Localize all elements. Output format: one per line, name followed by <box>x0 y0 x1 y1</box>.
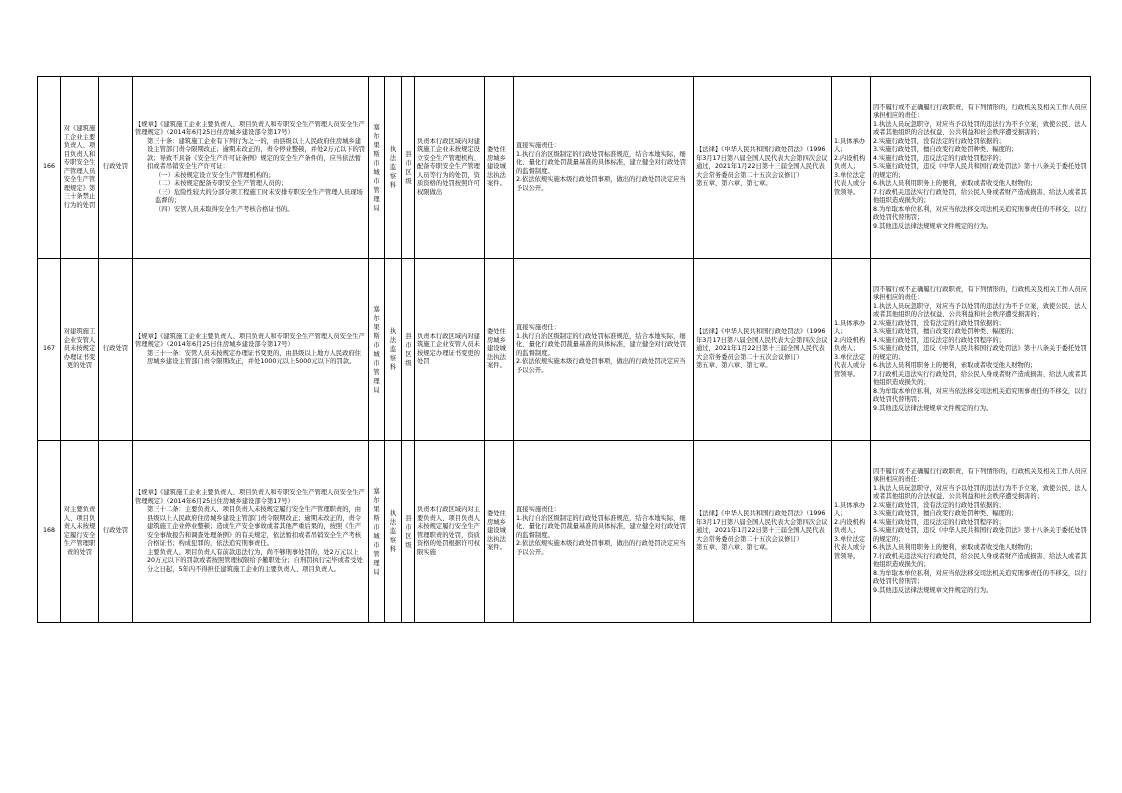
duty-paragraph: 1.执行自治区级制定的行政处罚标准规范，结合本地实际，细化、量化行政处罚裁量基准的具体标准，建立健全对行政处罚的监督制度。 <box>516 514 687 539</box>
subject-text: 委处住房城乡建设城法执法案件。 <box>487 510 506 552</box>
scope-cell <box>415 259 485 441</box>
item-name-cell <box>61 259 99 441</box>
liability-item: 3.实施行政处罚，擅自改变行政处罚种类、幅度的； <box>873 328 1018 336</box>
law-paragraph: 第五章、第六章、第七章。 <box>696 544 772 552</box>
basis-paragraph: 【规章】《建筑施工企业主要负责人、项目负责人和专职安全生产管理人员安全生产管理规定》（2014年6月25日住房城乡建设部令第17号） <box>135 489 365 505</box>
liability-item: 4.实施行政处罚，违反法定的行政处罚程序的； <box>873 154 1005 162</box>
enforce-cell <box>385 441 402 623</box>
liability-item: 8.为牟取本单位私利，对应当依法移交司法机关追究刑事责任的不移交，以行政处罚代替刑罚； <box>873 205 1087 222</box>
liability-item: 6.执法人员利用职务上的便利，索取或者收受他人财物的； <box>873 362 1037 370</box>
liability-item: 5.实施行政处罚，违反《中华人民共和国行政处罚法》第十八条关于委托处罚的规定的； <box>873 527 1087 543</box>
liability-item: 6.执法人员利用职务上的便利，索取或者收受他人财物的； <box>873 180 1037 188</box>
liability-item: 4.实施行政处罚，违反法定的行政处罚程序的； <box>873 336 1005 344</box>
dept-cell <box>369 259 385 441</box>
responsible-item: 2.内设机构负责人； <box>834 336 866 353</box>
liability-item: 8.为牟取本单位私利，对应当依法移交司法机关追究刑事责任的不移交，以行政处罚代替刑罚； <box>873 569 1087 586</box>
liability-item: 7.行政机关违法实行行政处罚，给公民人身或者财产造成损害、给法人或者其他组织造成损失的； <box>873 370 1087 387</box>
basis-paragraph: 第三十二条：主要负责人、项目负责人未按规定履行安全生产管理职责的，由县级以上人民政府住房城乡建设主管部门责令限期改正；逾期未改正的，责令建筑施工企业停业整顿；造成生产安全事故或者其他严重后果的，按照《生产安全事故报告和调查处理条例》的有关规定，依法暂扣或者吊销安全生产考核合格证书；构成犯罪的，依法追究刑事责任。 <box>147 506 362 547</box>
basis-paragraph: 主要负责人、项目负责人有前款违法行为，尚不够刑事处罚的，处2万元以上20万元以下的罚款或者按照管理权限给予撤职处分；自刑罚执行完毕或者受处分之日起，5年内不得担任建筑施工企业的主要负责人、项目负责人。 <box>147 548 363 573</box>
liability-item: 7.行政机关违法实行行政处罚，给公民人身或者财产造成损害、给法人或者其他组织造成损失的； <box>873 552 1087 569</box>
liability-item: 7.行政机关违法实行行政处罚，给公民人身或者财产造成损害、给法人或者其他组织造成损失的； <box>873 188 1087 205</box>
law-paragraph: 【法律】《中华人民共和国行政处罚法》（1996年3月17日第八届全国人民代表大会第四次会议通过，2021年1月22日第十三届全国人民代表大会常务委员会第二十五次会议修订） <box>696 510 828 543</box>
item-type: 行政处罚 <box>99 259 133 441</box>
responsible-cell <box>832 441 871 623</box>
power-list-table <box>37 76 1091 623</box>
basis-cell <box>133 259 369 441</box>
basis-paragraph: 【规章】《建筑施工企业主要负责人、项目负责人和专职安全生产管理人员安全生产管理规定》（2014年6月25日住房城乡建设部令第17号） <box>135 332 365 348</box>
subject-cell <box>485 77 514 259</box>
basis-paragraph: 第三十一条：安管人员未按规定办理证书变更的，由县级以上地方人民政府住房城乡建设主管部门责令限期改正，并处1000元以上5000元以下的罚款。 <box>147 349 362 365</box>
responsible-item: 2.内设机构负责人； <box>834 154 866 171</box>
law-paragraph: 【法律】《中华人民共和国行政处罚法》（1996年3月17日第八届全国人民代表大会第四次会议通过，2021年1月22日第十三届全国人民代表大会常务委员会第二十五次会议修订） <box>696 328 828 361</box>
basis-paragraph: （一）未按规定设立安全生产管理机构的； <box>155 171 275 179</box>
liability-item: 6.执法人员利用职务上的便利，索取或者收受他人财物的； <box>873 544 1037 552</box>
enforce-unit: 执法监察科 <box>389 510 397 553</box>
liability-item: 因不履行或不正确履行行政职责，有下列情形的，行政机关及相关工作人员应承担相应的责任： <box>873 103 1088 120</box>
duty-paragraph: 1.执行自治区级制定的行政处罚标准规范，结合本地实际，细化、量化行政处罚裁量基准的具体标准，建立健全对行政处罚的监督制度。 <box>516 332 687 357</box>
law-cell <box>694 77 832 259</box>
scope-cell <box>415 77 485 259</box>
responsible-cell <box>832 77 871 259</box>
exercise-level: 县市区级 <box>405 150 412 185</box>
exercise-level: 县市区级 <box>405 514 412 549</box>
item-name-cell <box>61 77 99 259</box>
enforce-unit: 执法监察科 <box>389 146 397 189</box>
responsible-cell <box>832 259 871 441</box>
subject-cell <box>485 259 514 441</box>
subject-cell <box>485 441 514 623</box>
law-paragraph: 第五章、第六章、第七章。 <box>696 180 772 188</box>
scope-text: 负责本行政区域内对主要负责人、项目负责人未按规定履行安全生产管理职责的处罚，资质资格的处罚根据许可权限实施 <box>417 506 480 556</box>
table-body <box>38 77 1091 623</box>
liability-item: 4.实施行政处罚，违反法定的行政处罚程序的； <box>873 518 1005 526</box>
liability-item: 3.实施行政处罚，擅自改变行政处罚种类、幅度的； <box>873 510 1018 518</box>
row-number: 167 <box>38 259 61 441</box>
liability-item: 1.执法人员玩忽职守，对应当予以处罚的违法行为不予立案，致使公民、法人或者其他组织的合法权益、公共利益和社会秩序遭受损害的； <box>873 302 1087 319</box>
duty-paragraph: 1.执行自治区级制定的行政处罚标准规范，结合本地实际，细化、量化行政处罚裁量基准的具体标准，建立健全对行政处罚的监督制度。 <box>516 150 687 175</box>
responsible-item: 3.单位法定代表人或分管领导。 <box>834 535 866 560</box>
item-name: 对《建筑施工企业主要负责人、项目负责人和专职安全生产管理人员安全生产管理规定》第三十条禁止行为的处罚 <box>63 125 96 209</box>
responsible-item: 3.单位法定代表人或分管领导。 <box>834 353 866 378</box>
implementing-dept: 塞尔果斯市城市管理局 <box>373 123 380 212</box>
liability-item: 9.其他违反法律法规规章文件规定的行为。 <box>873 222 993 230</box>
enforce-unit: 执法监察科 <box>389 328 397 371</box>
law-paragraph: 【法律】《中华人民共和国行政处罚法》（1996年3月17日第八届全国人民代表大会第四次会议通过，2021年1月22日第十三届全国人民代表大会常务委员会第二十五次会议修订） <box>696 146 828 179</box>
responsible-item: 1.具体承办人； <box>834 501 866 518</box>
law-cell <box>694 259 832 441</box>
table-row <box>38 77 1091 259</box>
enforce-cell <box>385 259 402 441</box>
table-row <box>38 441 1091 623</box>
basis-paragraph: 【规章】《建筑施工企业主要负责人、项目负责人和专职安全生产管理人员安全生产管理规定》（2014年6月25日住房城乡建设部令第17号） <box>135 120 365 137</box>
liability-item: 2.实施行政处罚，没有法定的行政处罚依据的； <box>873 501 1005 509</box>
exercise-level: 县市区级 <box>405 332 412 367</box>
liability-item: 因不履行或不正确履行行政职责，有下列情形的，行政机关及相关工作人员应承担相应的责任： <box>873 285 1088 302</box>
duty-cell <box>514 441 694 623</box>
implementing-dept: 塞尔果斯市城市管理局 <box>373 305 380 394</box>
liability-cell <box>871 77 1091 259</box>
level-cell <box>402 441 415 623</box>
liability-item: 3.实施行政处罚，擅自改变行政处罚种类、幅度的； <box>873 146 1018 154</box>
item-type: 行政处罚 <box>99 77 133 259</box>
scope-text: 负责本行政区域内对建筑施工企业安管人员未按规定办理证书变更的处罚 <box>417 332 480 365</box>
scope-text: 负责本行政区域内对建筑施工企业未按规定设立安全生产管理机构、配备专职安全生产管理人员等行为的处罚，资质资格的处罚按照许可权限做出 <box>417 137 480 196</box>
duty-paragraph: 直接实施责任： <box>516 324 561 331</box>
level-cell <box>402 77 415 259</box>
dept-cell <box>369 77 385 259</box>
row-number: 166 <box>38 77 61 259</box>
responsible-item: 3.单位法定代表人或分管领导。 <box>834 171 866 196</box>
level-cell <box>402 259 415 441</box>
liability-item: 5.实施行政处罚，违反《中华人民共和国行政处罚法》第十八条关于委托处罚的规定的； <box>873 345 1087 361</box>
basis-cell <box>133 441 369 623</box>
law-cell <box>694 441 832 623</box>
table-row <box>38 259 1091 441</box>
row-number: 168 <box>38 441 61 623</box>
enforce-cell <box>385 77 402 259</box>
basis-paragraph: （二）未按规定配备专职安全生产管理人员的； <box>155 180 288 188</box>
duty-cell <box>514 77 694 259</box>
duty-paragraph: 2.依法依规实施本级行政处罚事项，做出的行政处罚决定应当予以公开。 <box>516 176 686 192</box>
responsible-item: 1.具体承办人； <box>834 319 866 336</box>
responsible-item: 2.内设机构负责人； <box>834 518 866 535</box>
subject-text: 委处住房城乡建设城法执法案件。 <box>487 328 506 370</box>
duty-paragraph: 直接实施责任： <box>516 506 561 513</box>
item-name: 对主要负责人、项目负责人未按规定履行安全生产管理职责的处罚 <box>63 506 96 556</box>
duty-cell <box>514 259 694 441</box>
scope-cell <box>415 441 485 623</box>
liability-item: 1.执法人员玩忽职守，对应当予以处罚的违法行为不予立案，致使公民、法人或者其他组织的合法权益、公共利益和社会秩序遭受损害的； <box>873 120 1087 137</box>
liability-item: 5.实施行政处罚，违反《中华人民共和国行政处罚法》第十八条关于委托处罚的规定的； <box>873 163 1087 179</box>
liability-item: 1.执法人员玩忽职守，对应当予以处罚的违法行为不予立案，致使公民、法人或者其他组织的合法权益、公共利益和社会秩序遭受损害的； <box>873 484 1087 501</box>
liability-cell <box>871 441 1091 623</box>
law-paragraph: 第五章、第六章、第七章。 <box>696 362 772 370</box>
liability-item: 9.其他违反法律法规规章文件规定的行为。 <box>873 586 993 594</box>
implementing-dept: 塞尔果斯市城市管理局 <box>373 487 380 576</box>
duty-paragraph: 直接实施责任： <box>516 142 561 149</box>
liability-item: 8.为牟取本单位私利，对应当依法移交司法机关追究刑事责任的不移交，以行政处罚代替刑罚； <box>873 387 1087 404</box>
basis-cell <box>133 77 369 259</box>
liability-item: 因不履行或不正确履行行政职责，有下列情形的，行政机关及相关工作人员应承担相应的责任： <box>873 467 1088 484</box>
duty-paragraph: 2.依法依规实施本级行政处罚事项，做出的行政处罚决定应当予以公开。 <box>516 540 686 556</box>
basis-paragraph: （三）危险性较大的分部分项工程施工时未安排专职安全生产管理人员现场监督的； <box>155 188 363 205</box>
liability-item: 9.其他违反法律法规规章文件规定的行为。 <box>873 404 993 412</box>
subject-text: 委处住房城乡建设城法执法案件。 <box>487 146 506 188</box>
liability-cell <box>871 259 1091 441</box>
liability-item: 2.实施行政处罚，没有法定的行政处罚依据的； <box>873 319 1005 327</box>
liability-item: 2.实施行政处罚，没有法定的行政处罚依据的； <box>873 137 1005 145</box>
item-name: 对建筑施工企业安管人员未按规定办理证书变更的处罚 <box>63 328 96 370</box>
basis-paragraph: 第三十条：建筑施工企业有下列行为之一的，由县级以上人民政府住房城乡建设主管部门责令限期改正；逾期未改正的，责令停业整顿，并处2万元以下的罚款；导致不具备《安全生产许可证条例》规定的安全生产条件的，应当依法暂扣或者吊销安全生产许可证： <box>147 137 366 171</box>
duty-paragraph: 2.依法依规实施本级行政处罚事项，做出的行政处罚决定应当予以公开。 <box>516 358 686 374</box>
item-name-cell <box>61 441 99 623</box>
item-type: 行政处罚 <box>99 441 133 623</box>
responsible-item: 1.具体承办人； <box>834 137 866 154</box>
basis-paragraph: （四）安管人员未取得安全生产考核合格证书的。 <box>155 205 294 213</box>
dept-cell <box>369 441 385 623</box>
